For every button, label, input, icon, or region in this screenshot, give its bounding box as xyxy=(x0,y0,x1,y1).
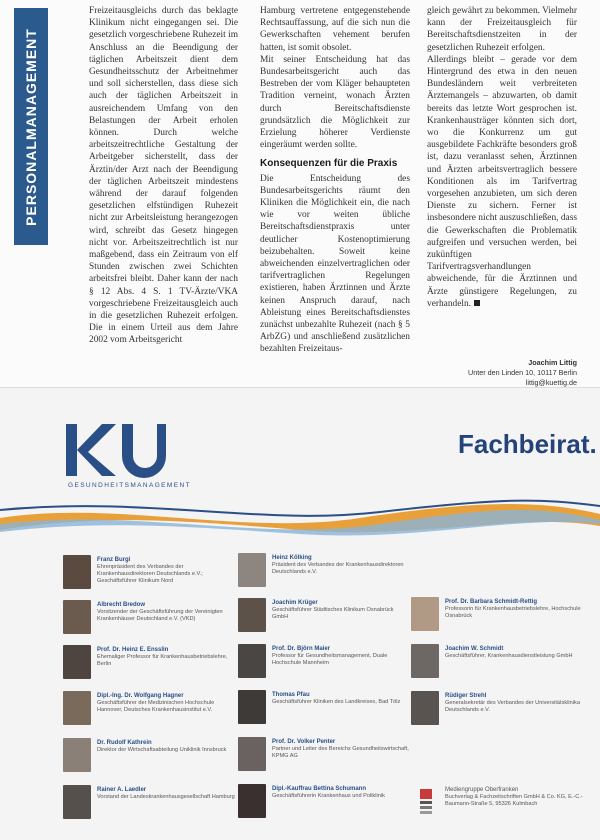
member-photo xyxy=(63,555,91,589)
member-description: Geschäftsführer, Krankenhausdienstleistung GmbH xyxy=(445,653,573,659)
column-3-paragraph-2-text: Allerdings bleibt – gerade vor dem Hintergrund des etwa in den neuen Bundesländern weit verbreiteten Ärztemangels – abzuwarten, ob damit bereits das letzte Wort gesprochen ist. Krankenhausträger könnten sich dort, wo die Konkurrenz um gut ausgebildete Fachkräfte besonders groß ist, dazu veranlasst sehen, Ärztinnen und Ärzten arbeitsvertraglich bessere Konditionen als im Tarifvertrag vorgesehen anzubieten, um sich deren Dienste zu sichern. Ferner ist insbesondere nicht auszuschließen, dass die Gewerkschaften die Problematik aufgreifen und versuchen werden, bei zukünftigen Tarifvertragsverhandlungen abweichende, für die Ärztinnen und Ärzte günstigere Regelungen, zu verhandeln. xyxy=(427,54,577,309)
publisher-address: Buchverlag & Fachzeitschriften GmbH & Co. KG, E.-C.-Baumann-Straße 5, 95326 Kulmbach xyxy=(445,794,583,807)
member-name: Dipl.-Kauffrau Bettina Schumann xyxy=(272,786,367,792)
article-column-2 xyxy=(260,5,410,356)
section-tab xyxy=(14,8,48,245)
member-photo xyxy=(238,690,266,724)
author-name: Joachim Littig xyxy=(528,358,577,367)
column-1-text: Freizeitausgleichs durch das beklagte Klinikum nicht eingegangen sei. Die gesetzlich vorgeschriebene Ruhezeit im Anschluss an die Beendigung der täglichen Arbeitszeit dient dem Gesundheitsschutz der Arbeitnehmer und soll sicherstellen, dass diese sich auch der täglichen Arbeitszeit in ausreichendem Umfang von den Belastungen der Arbeit erholen können. Durch welche arbeitszeitrechtliche Gestaltung der Arbeitgeber sicherstellt, dass der Ärztin/der Arzt nach der Beendigung der täglichen Arbeitszeit mindestens während der darauf folgenden gesetzlichen elfstündigen Ruhezeit nicht zur Arbeitsleistung herangezogen wird, schreibt das Gesetz hingegen nicht vor. Arbeitszeitrechtlich ist nur maßgebend, dass ein Zeitraum von elf Stunden zwischen zwei Schichten arbeitsfrei bleibt. Daher kann der nach § 12 Abs. 4 S. 1 TV-Ärzte/VKA vorgeschriebene Freizeitausgleich auch in die gesetzlichen Ruhezeit erfolgen. Die in einem Urteil aus dem Jahre 2002 vom Arbeitsgericht xyxy=(89,6,238,346)
member-description: Vorsitzender der Geschäftsführung der Vereinigten Krankenhäuser Deutschland e.V. (VKD) xyxy=(97,609,223,622)
member-name: Franz Burgi xyxy=(97,557,131,563)
member-description: Ehrenpräsident des Verbandes der Krankenhausdirektoren Deutschlands e.V.; Geschäftsführer Klinikum Nord xyxy=(97,564,203,584)
section-heading: Konsequenzen für die Praxis xyxy=(260,158,398,170)
member-name: Prof. Dr. Björn Maier xyxy=(272,646,331,652)
member-name: Joachim W. Schmidt xyxy=(445,646,504,652)
member-photo xyxy=(238,644,266,678)
advisory-board-members xyxy=(0,388,600,840)
member-photo xyxy=(238,553,266,587)
column-3-paragraph-1: gleich gewährt zu bekommen. Vielmehr kann der Freizeitausgleich für Bereitschaftsdienstzeiten in der gesetzlichen Ruhezeit erfolgen. xyxy=(427,6,577,53)
member-photo xyxy=(238,737,266,771)
member-photo xyxy=(238,784,266,818)
member-photo xyxy=(411,691,439,725)
member-name: Prof. Dr. Volker Penter xyxy=(272,739,336,745)
author-email: littig@kuettig.de xyxy=(525,378,577,387)
member-description: Geschäftsführerin Krankenhaus und Poliklinik xyxy=(272,793,385,799)
member-description: Geschäftsführer Kliniken des Landkreises, Bad Tölz xyxy=(272,699,401,705)
ad-title: Fachbeirat. xyxy=(458,429,597,459)
advertisement xyxy=(0,387,600,840)
member-description: Professorin für Krankenhausbetriebslehre, Hochschule Osnabrück xyxy=(445,606,581,619)
member-description: Geschäftsführer Städtisches Klinikum Osnabrück GmbH xyxy=(272,607,394,620)
column-2-paragraph-2: Mit seiner Entscheidung hat das Bundesarbeitsgericht auch das Bestreben der vom Kläger behaupteten Tradition verneint, wonach Ärzten durch Bereitschaftsdienste grundsätzlich die Möglichkeit zur Erzielung höherer Verdienste eingeräumt werden sollte. xyxy=(260,54,410,151)
publisher-logo-icon xyxy=(417,789,435,815)
member-description: Präsident des Verbandes der Krankenhausdirektoren Deutschlands e.V. xyxy=(272,562,404,575)
member-photo xyxy=(63,785,91,819)
member-description: Professor für Gesundheitsmanagement, Duale Hochschule Mannheim xyxy=(272,653,388,666)
member-photo xyxy=(63,645,91,679)
end-mark-icon xyxy=(474,300,480,306)
member-photo xyxy=(63,691,91,725)
member-description: Ehemaliger Professor für Krankenhausbetriebslehre, Berlin xyxy=(97,654,228,667)
member-name: Dipl.-Ing. Dr. Wolfgang Hagner xyxy=(97,693,184,699)
member-photo xyxy=(238,598,266,632)
article-column-1 xyxy=(89,5,238,347)
logo-subtitle: GESUNDHEITSMANAGEMENT xyxy=(68,482,191,489)
member-name: Prof. Dr. Barbara Schmidt-Rettig xyxy=(445,599,538,605)
author-signature xyxy=(427,358,577,388)
member-name: Rainer A. Laedler xyxy=(97,787,147,793)
article-column-3 xyxy=(427,5,577,310)
member-photo xyxy=(411,644,439,678)
member-name: Joachim Krüger xyxy=(272,600,318,606)
member-name: Prof. Dr. Heinz E. Ensslin xyxy=(97,647,169,653)
section-tab-label: PERSONALMANAGEMENT xyxy=(23,27,39,226)
member-name: Dr. Rudolf Kathrein xyxy=(97,740,152,746)
member-name: Rüdiger Strehl xyxy=(445,693,487,699)
member-photo xyxy=(63,600,91,634)
member-description: Direktor der Wirtschaftsabteilung Uniklinik Innsbruck xyxy=(97,747,227,753)
member-photo xyxy=(63,738,91,772)
column-3-paragraph-2 xyxy=(427,54,577,310)
member-name: Heinz Kölking xyxy=(272,555,312,561)
member-description: Geschäftsführer der Medizinischen Hochschule Hannover, Deutsches Krankenhausinstitut e.V. xyxy=(97,700,215,713)
member-description: Vorstand der Landeskrankenhausgesellschaft Hamburg xyxy=(97,794,235,800)
publisher-name: Mediengruppe Oberfranken xyxy=(445,787,519,793)
member-description: Partner und Leiter des Bereichs Gesundheitswirtschaft, KPMG AG xyxy=(272,746,409,759)
member-name: Thomas Pfau xyxy=(272,692,310,698)
column-2-paragraph-1: Hamburg vertretene entgegenstehende Rechtsauffassung, auf die sich nun die Gewerkschaften vehement berufen hatten, ist somit obsolet. xyxy=(260,6,410,53)
member-description: Generalsekretär des Verbandes der Universitätsklinika Deutschlands e.V. xyxy=(445,700,580,713)
member-name: Albrecht Bredow xyxy=(97,602,146,608)
author-address: Unter den Linden 10, 10117 Berlin xyxy=(468,368,577,377)
column-2-paragraph-3: Die Entscheidung des Bundesarbeitsgerichts räumt den Kliniken die Möglichkeit ein, die nach wie vor weiten übliche Bereitschaftsdienstpraxis unter deutlicher Kostenoptimierung beizubehalten. Soweit keine abweichenden einzelvertraglichen oder tarifvertraglichen Regelungen existieren, haben Ärztinnen und Ärzte keinen Anspruch darauf, nach Ableistung eines Bereitschaftsdienstes zunächst unbezahlte Ruhezeit (nach § 5 ArbZG) und anschließend zusätzlichen bezahlten Freizeitaus- xyxy=(260,173,410,355)
member-photo xyxy=(411,597,439,631)
